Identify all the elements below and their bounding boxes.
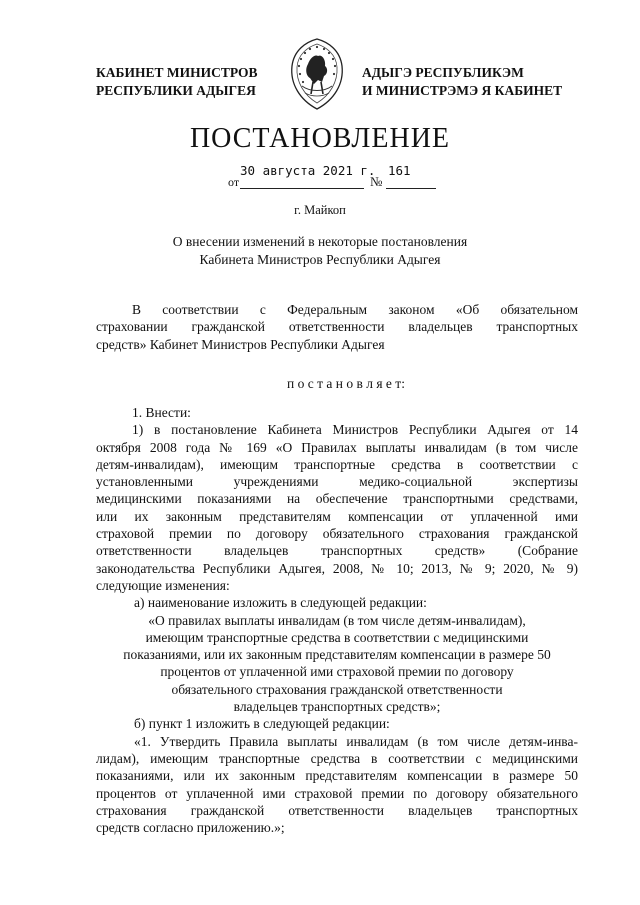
coat-of-arms-emblem [288, 36, 346, 112]
item-1-1-line: установленными учреждениями медико-социальной экспертизы [96, 474, 578, 490]
issuer-name-russian [96, 64, 258, 100]
number-underline [386, 188, 436, 189]
item-b-quote-line: «1. Утвердить Правила выплаты инвалидам (в том числе детям-инва- [134, 733, 578, 749]
item-1-1-line: октября 2008 года № 169 «О Правилах выплаты инвалидам (в том числе [96, 439, 578, 455]
item-a-quote-line: владельцев транспортных средств»; [233, 699, 441, 715]
preamble-line: страховании гражданской ответственности владельцев транспортных [96, 319, 578, 335]
document-title: ПОСТАНОВЛЕНИЕ [189, 123, 451, 154]
issuer-line-1: КАБИНЕТ МИНИСТРОВ [96, 65, 258, 80]
number-label: № [370, 174, 383, 189]
item-1-1-line: 1) в постановление Кабинета Министров Республики Адыгея от 14 [132, 422, 578, 438]
item-b-quote-line: средств согласно приложению.»; [96, 820, 285, 836]
item-1-1-line: ответственности владельцев транспортных средств» (Собрание [96, 543, 578, 559]
item-a-quote-line: процентов от уплаченной ими страховой премии по договору [160, 664, 514, 680]
item-1-1-line: законодательства Республики Адыгея, 2008, № 10; 2013, № 9; 2020, № 9) [96, 560, 578, 576]
issuer-name-adyghe [362, 64, 562, 100]
issuer-adyghe-line-2: И МИНИСТРЭМЭ Я КАБИНЕТ [362, 83, 563, 98]
issuer-adyghe-line-1: АДЫГЭ РЕСПУБЛИКЭМ [362, 65, 524, 80]
document-date: 30 августа 2021 г. [240, 163, 376, 178]
issuer-line-2: РЕСПУБЛИКИ АДЫГЕЯ [96, 83, 256, 98]
preamble-line: средств» Кабинет Министров Республики Адыгея [96, 336, 385, 352]
city: г. Майкоп [294, 203, 346, 217]
item-a-quote-line: показаниями, или их законным представителям компенсации в размере 50 [123, 647, 551, 663]
item-a: а) наименование изложить в следующей редакции: [134, 595, 427, 611]
item-b-quote-line: процентов от уплаченной ими страховой премии по договору обязательного [96, 785, 578, 801]
document-subject [0, 233, 640, 269]
item-1-1-line: следующие изменения: [96, 577, 230, 593]
item-1-1-line: детям-инвалидам), имеющим транспортные средства в соответствии с [96, 456, 578, 472]
document-number: 161 [388, 163, 411, 178]
subject-line-2: Кабинета Министров Республики Адыгея [199, 252, 441, 267]
date-from-label: от [228, 175, 240, 189]
item-b-quote-line: страхования гражданской ответственности владельцев транспортных [96, 802, 578, 818]
item-b-quote-line: показаниями, или их законным представителям компенсации в размере 50 [96, 768, 578, 784]
preamble-line: В соответствии с Федеральным законом «Об обязательном [132, 302, 578, 317]
date-underline [240, 188, 364, 189]
item-1-1-line: медицинскими показаниями на обеспечение транспортными средствами, [96, 491, 578, 507]
item-a-quote-line: имеющим транспортные средства в соответствии с медицинскими [145, 629, 529, 645]
item-a-quote-line: обязательного страхования гражданской ответственности [171, 681, 503, 697]
decree-word: п о с т а н о в л я е т: [287, 376, 405, 391]
item-a-quote-line: «О правилах выплаты инвалидам (в том числе детям-инвалидам), [148, 612, 526, 628]
decree-body [96, 404, 578, 836]
item-b-quote-line: лидам), имеющим транспортные средства в соответствии с медицинскими [96, 750, 578, 766]
item-b: б) пункт 1 изложить в следующей редакции: [134, 716, 390, 732]
item-1: 1. Внести: [132, 405, 191, 420]
item-1-1-line: или их законным представителям компенсации от уплаченной ими [96, 508, 578, 524]
preamble [96, 301, 578, 353]
subject-line-1: О внесении изменений в некоторые постановления [172, 234, 468, 249]
item-1-1-line: страховой премии по договору обязательного страхования гражданской [96, 526, 578, 542]
